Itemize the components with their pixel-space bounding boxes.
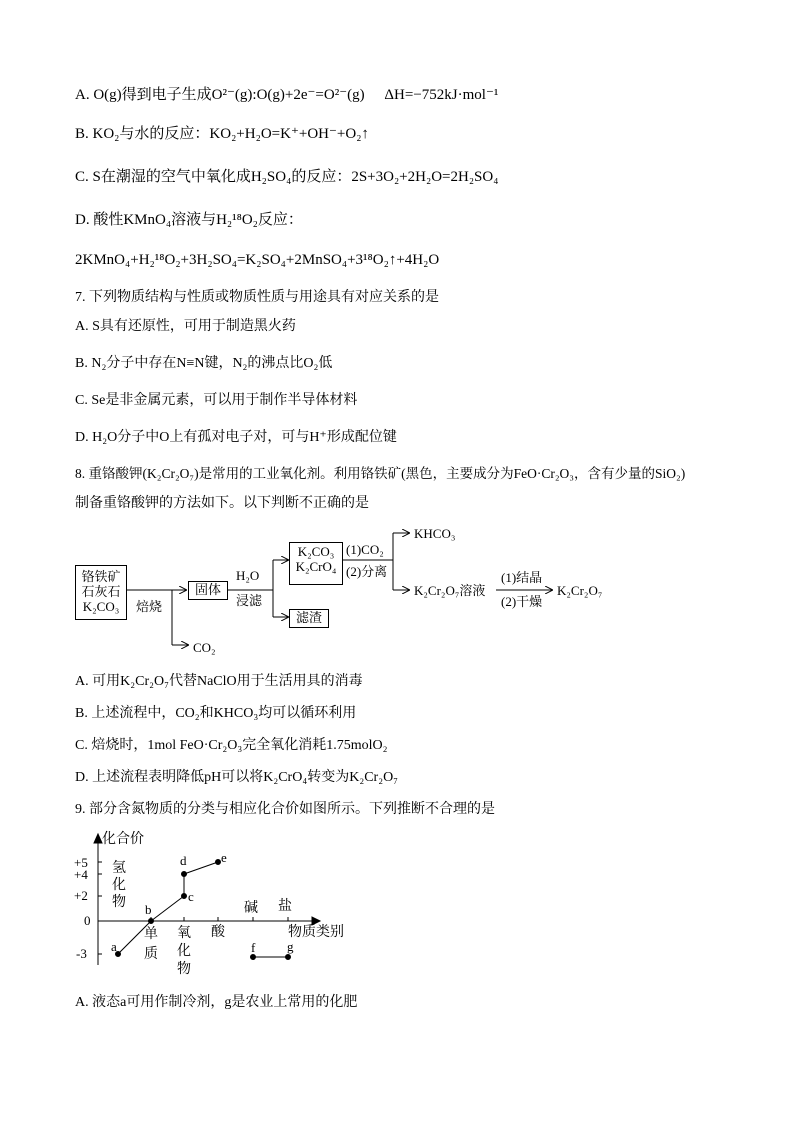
q7-option-c: C. Se是非金属元素，可以用于制作半导体材料	[75, 393, 358, 408]
graph-ytick-neg3: -3	[76, 946, 87, 961]
label-d: d	[180, 853, 187, 868]
graph-cat-hydride: 氢化物	[112, 861, 126, 910]
point-d	[182, 872, 187, 877]
q8-stem-line1: 8. 重铬酸钾(K₂Cr₂O₇)是常用的工业氧化剂。利用铬铁矿(黑色，主要成分为FeO·Cr₂O₃，含有少量的SiO₂)	[75, 466, 686, 481]
graph-cat-salt: 盐	[278, 899, 292, 914]
graph-ytick-0: 0	[84, 913, 91, 928]
flow-k2co3: K₂CO₃	[297, 544, 335, 559]
flow-raw-k2co3: K₂CO₃	[82, 599, 120, 614]
label-c: c	[188, 889, 194, 904]
label-f: f	[251, 940, 256, 955]
q8-stem-line2: 制备重铬酸钾的方法如下。以下判断不正确的是	[75, 496, 369, 511]
flow-label-dry: (2)干燥	[501, 594, 543, 609]
flow-raw-limestone: 石灰石	[81, 584, 121, 599]
graph-cat-acid: 酸	[211, 925, 225, 940]
flow-label-step2: (2)分离	[346, 564, 388, 579]
q6-option-a-dh: ΔH=−752kJ·mol⁻¹	[384, 87, 499, 103]
q6-option-d: D. 酸性KMnO₄溶液与H₂¹⁸O₂反应：	[75, 212, 303, 228]
flow-label-solution: K₂Cr₂O₇溶液	[414, 583, 486, 598]
q6-option-d-equation: 2KMnO₄+H₂¹⁸O₂+3H₂SO₄=K₂SO₄+2MnSO₄+3¹⁸O₂↑+4H₂O	[75, 252, 440, 268]
point-e	[216, 860, 221, 865]
flow-label-step1: (1)CO₂	[346, 542, 384, 557]
label-e: e	[221, 850, 227, 865]
graph-ytick-2: +2	[74, 888, 88, 903]
flow-label-roast: 焙烧	[136, 599, 163, 614]
q7-option-a: A. S具有还原性，可用于制造黑火药	[75, 319, 296, 334]
graph-x-label: 物质类别	[288, 925, 344, 940]
q7-option-b: B. N₂分子中存在N≡N键，N₂的沸点比O₂低	[75, 356, 333, 371]
label-a: a	[111, 939, 117, 954]
q6-option-b-label: B.	[75, 126, 89, 142]
q8-option-c: C. 焙烧时，1mol FeO·Cr₂O₃完全氧化消耗1.75molO₂	[75, 738, 388, 753]
q8-option-b: B. 上述流程中，CO₂和KHCO₃均可以循环利用	[75, 706, 357, 721]
q6-option-a-label: A.	[75, 87, 90, 103]
point-g	[286, 955, 291, 960]
flow-k2cro4: K₂CrO₄	[295, 559, 337, 574]
q7-option-d: D. H₂O分子中O上有孤对电子对，可与H⁺形成配位键	[75, 430, 397, 445]
label-g: g	[287, 939, 294, 954]
point-c	[182, 894, 187, 899]
flow-label-crystallize: (1)结晶	[501, 570, 543, 585]
flow-raw-chromite: 铬铁矿	[81, 569, 121, 584]
flow-box-solid: 固体	[188, 581, 228, 600]
flow-label-khco3: KHCO₃	[414, 526, 456, 541]
q8-option-a: A. 可用K₂Cr₂O₇代替NaClO用于生活用具的消毒	[75, 674, 363, 689]
q6-option-a-text: O(g)得到电子生成O²⁻(g):O(g)+2e⁻=O²⁻(g)	[93, 87, 365, 103]
q9-stem: 9. 部分含氮物质的分类与相应化合价如图所示。下列推断不合理的是	[75, 802, 495, 817]
graph-cat-element: 单质	[144, 927, 158, 962]
graph-y-label: 化合价	[102, 832, 144, 847]
flow-label-leach: 浸滤	[236, 593, 263, 608]
q9-option-a: A. 液态a可用作制冷剂，g是农业上常用的化肥	[75, 995, 358, 1010]
q8-option-d: D. 上述流程表明降低pH可以将K₂CrO₄转变为K₂Cr₂O₇	[75, 770, 399, 785]
q6-option-c: C. S在潮湿的空气中氧化成H₂SO₄的反应：2S+3O₂+2H₂O=2H₂SO₄	[75, 169, 499, 185]
flow-label-co2: CO₂	[193, 640, 216, 655]
q6-option-b-text: KO₂与水的反应：KO₂+H₂O=K⁺+OH⁻+O₂↑	[92, 126, 369, 142]
graph-cat-oxide: 氧化物	[177, 926, 191, 977]
label-b: b	[145, 902, 152, 917]
q7-stem: 7. 下列物质结构与性质或物质性质与用途具有对应关系的是	[75, 290, 439, 305]
graph-ytick-4: +4	[74, 867, 88, 882]
flow-label-product: K₂Cr₂O₇	[557, 583, 603, 598]
graph-cat-base: 碱	[244, 901, 258, 916]
graph-ytick-5: +5	[74, 855, 88, 870]
flow-label-water: H₂O	[236, 568, 260, 583]
point-f	[251, 955, 256, 960]
flow-box-residue: 滤渣	[289, 609, 329, 628]
point-b	[149, 919, 154, 924]
